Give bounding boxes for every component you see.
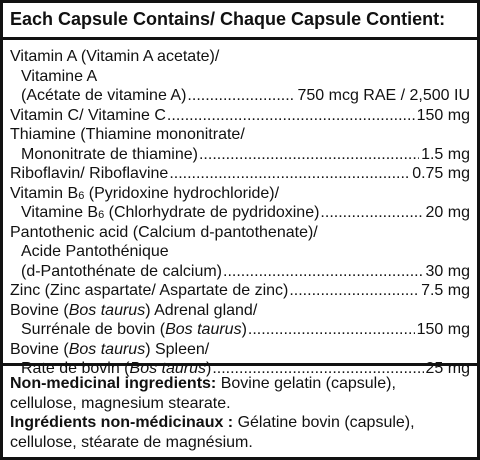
- pantothenic-row: [10, 262, 470, 282]
- vitamin-b6-amount: 20 mg: [425, 204, 470, 221]
- riboflavin-name: Riboflavin/ Riboflavine: [10, 165, 169, 182]
- ingredients-block: [10, 374, 472, 452]
- panel-title: Each Capsule Contains/ Chaque Capsule Contient:: [10, 9, 446, 29]
- spleen-line-1: [10, 340, 470, 360]
- dot-leader: [320, 203, 423, 223]
- pantothenic-line-1: [10, 223, 470, 243]
- riboflavin-amount: 0.75 mg: [412, 165, 470, 182]
- vitamin-a-row: [10, 86, 470, 106]
- thiamine-amount: 1.5 mg: [421, 145, 470, 163]
- vitamin-b6-source: (Pyridoxine hydrochloride)/: [84, 184, 280, 202]
- vitamin-a-line-2: [10, 67, 470, 87]
- adrenal-paren-close: ): [241, 321, 247, 338]
- dot-leader: [187, 86, 295, 106]
- ingredients-fr-text-2: cellulose, stéarate de magnésium.: [10, 433, 253, 451]
- spleen-prefix: Bovine (: [10, 340, 69, 358]
- vitamin-a-line-1: [10, 47, 470, 67]
- vitamin-c-name: Vitamin C/ Vitamine C: [10, 106, 166, 124]
- riboflavin-row: [10, 164, 470, 184]
- vitamin-b6-subscript-fr: 6: [98, 209, 105, 221]
- adrenal-prefix-fr: Surrénale de bovin (: [21, 321, 166, 338]
- vitamin-b6-source-fr: (Chlorhydrate de pydridoxine): [104, 204, 320, 221]
- nutrient-list: [10, 47, 470, 379]
- zinc-row: [10, 281, 470, 301]
- zinc-name: Zinc (Zinc aspartate/ Aspartate de zinc): [10, 282, 289, 299]
- spleen-prefix-fr: Rate de bovin (: [21, 360, 130, 377]
- vitamin-a-name-fr: Vitamine A: [21, 67, 98, 85]
- ingredients-en-line-1: [10, 374, 472, 394]
- dot-leader: [169, 164, 410, 184]
- adrenal-species-fr: Bos taurus: [165, 321, 242, 338]
- section-divider: [3, 363, 477, 366]
- vitamin-c-row: [10, 106, 470, 126]
- pantothenic-name: Pantothenic acid (Calcium d-pantothenate)/: [10, 223, 318, 241]
- ingredients-fr-line-1: [10, 413, 472, 433]
- dot-leader: [248, 320, 415, 340]
- pantothenic-line-2: [10, 242, 470, 262]
- vitamin-a-name: Vitamin A (Vitamin A acetate)/: [10, 48, 220, 65]
- vitamin-b6-line-1: [10, 184, 470, 204]
- vitamin-b6-subscript: 6: [78, 189, 85, 202]
- ingredients-en-line-2: [10, 394, 472, 414]
- adrenal-suffix: ) Adrenal gland/: [145, 301, 258, 319]
- vitamin-c-amount: 150 mg: [416, 106, 470, 124]
- adrenal-row: [10, 320, 470, 340]
- spleen-paren-close: ): [206, 360, 212, 377]
- spleen-species: Bos taurus: [68, 340, 146, 358]
- spleen-suffix: ) Spleen/: [145, 340, 210, 358]
- dot-leader: [199, 145, 419, 165]
- ingredients-fr-line-2: [10, 433, 472, 453]
- dot-leader: [167, 106, 415, 126]
- ingredients-en-text-2: cellulose, magnesium stearate.: [10, 394, 231, 412]
- vitamin-b6-prefix-fr: Vitamine B: [21, 204, 99, 221]
- thiamine-row: [10, 145, 470, 165]
- pantothenic-amount: 30 mg: [425, 262, 470, 280]
- dot-leader: [223, 262, 424, 282]
- pantothenic-source-fr: (d-Pantothénate de calcium): [21, 262, 222, 280]
- spleen-species-fr: Bos taurus: [129, 360, 206, 377]
- ingredients-fr-text: Gélatine bovin (capsule),: [233, 414, 415, 431]
- vitamin-b6-row: [10, 203, 470, 223]
- ingredients-en-text: Bovine gelatin (capsule),: [216, 375, 396, 392]
- thiamine-source-fr: Mononitrate de thiamine): [21, 145, 198, 163]
- adrenal-name-fr: [21, 320, 247, 340]
- zinc-amount: 7.5 mg: [421, 282, 470, 299]
- vitamin-a-amount: 750 mcg RAE / 2,500 IU: [297, 87, 470, 104]
- thiamine-line-1: [10, 125, 470, 145]
- vitamin-a-source-fr: (Acétate de vitamine A): [21, 87, 187, 104]
- adrenal-amount: 150 mg: [416, 321, 470, 338]
- thiamine-name: Thiamine (Thiamine mononitrate/: [10, 126, 245, 143]
- adrenal-line-1: [10, 301, 470, 321]
- pantothenic-name-fr: Acide Pantothénique: [21, 243, 169, 260]
- ingredients-en-label: Non-medicinal ingredients:: [10, 375, 217, 392]
- ingredients-fr-label: Ingrédients non-médicinaux :: [10, 414, 234, 431]
- adrenal-prefix: Bovine (: [10, 301, 69, 319]
- vitamin-b6-name-fr: [21, 203, 319, 223]
- dot-leader: [289, 281, 419, 301]
- vitamin-b6-prefix: Vitamin B: [10, 184, 79, 202]
- panel-header: [3, 3, 477, 40]
- spleen-amount: 25 mg: [425, 360, 470, 377]
- adrenal-species: Bos taurus: [68, 301, 146, 319]
